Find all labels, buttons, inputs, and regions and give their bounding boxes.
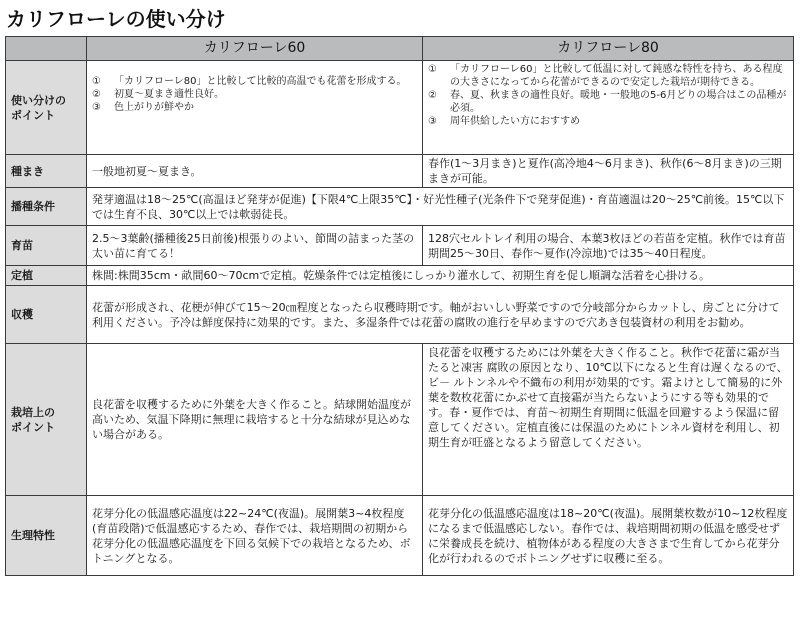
row-sowing [6, 155, 794, 188]
row-physiology [6, 496, 794, 576]
row-nursery [6, 226, 794, 266]
row-label-harvest: 収穫 [6, 286, 87, 344]
points-80-cell [423, 61, 794, 155]
row-label-physiology: 生理特性 [6, 496, 87, 576]
physiology-60: 花芽分化の低温感応温度は22~24℃(夜温)。展開葉3~4枚程度(育苗段階)で低温感応するため、春作では、栽培期間の初期から花芽分化の低温感応温度を下回る気候下での栽培となるため、ボトニングとなる。 [87, 496, 423, 576]
row-planting [6, 266, 794, 286]
row-label-cultivation: 栽培上の ポイント [6, 344, 87, 496]
row-label-sowing: 種まき [6, 155, 87, 188]
row-points [6, 61, 794, 155]
cultivation-80: 良花蕾を収穫するためには外葉を大きく作ること。秋作で花蕾に霜が当たると凍害 腐敗の原因となり、10℃以下になると生育は遅くなるので、ビ－ ルトンネルや不織布の利用が効果的です。霜よけとして簡易的に外葉を数枚花蕾にかぶせて直接霜が当たらないようにする等も効果的です。春・夏作では、育苗～初期生育期間に低温を回避するよう保温に留意してください。定植直後には保温のためにトンネル資材を利用し、初期生育が旺盛となるよう留意してください。 [423, 344, 794, 496]
sowing-60: 一般地初夏～夏まき。 [87, 155, 423, 188]
seeding-text: 発芽適温は18～25℃(高温ほど発芽が促進)【下限4℃上限35℃】・好光性種子(光条件下で発芽促進)・育苗適温は20～25℃前後。15℃以下では生育不良、30℃以上では軟弱徒長。 [87, 188, 794, 226]
list-item: ② 春、夏、秋まきの適性良好。暖地・一般地の5-6月どりの場合はこの品種が必須。 [428, 90, 787, 114]
row-seeding [6, 188, 794, 226]
points-60-list [92, 75, 417, 114]
planting-text: 株間:株間35cm・畝間60～70cmで定植。乾燥条件では定植後にしっかり灌水して、初期生育を促し順調な活着を心掛ける。 [87, 266, 794, 286]
harvest-text: 花蕾が形成され、花梗が伸びて15～20㎝程度となったら収穫時期です。軸がおいしい野菜ですので分岐部分からカットし、房ごとに分けて利用ください。予冷は鮮度保持に効果的です。また、多湿条件では花蕾の腐敗の進行を早めますので穴あき包装資材の利用をお勧め。 [87, 286, 794, 344]
header-cauliflore-60: カリフローレ60 [87, 37, 423, 61]
page-title: カリフローレの使い分け [6, 7, 226, 31]
row-label-points: 使い分けの ポイント [6, 61, 87, 155]
points-60-cell [87, 61, 423, 155]
nursery-80: 128穴セルトレイ利用の場合、本葉3枚ほどの若苗を定植。秋作では育苗期間25～30日、春作～夏作(冷涼地)では35～40日程度。 [423, 226, 794, 266]
header-corner [6, 37, 87, 61]
list-item: ③ 周年供給したい方におすすめ [428, 116, 581, 127]
header-row [6, 37, 794, 61]
header-cauliflore-80: カリフローレ80 [423, 37, 794, 61]
list-item: ③ 色上がりが鮮やか [92, 102, 194, 113]
row-harvest [6, 286, 794, 344]
row-cultivation [6, 344, 794, 496]
cultivation-60: 良花蕾を収穫するために外葉を大きく作ること。結球開始温度が高いため、気温下降期に無理に栽培すると十分な結球が見込めない場合がある。 [87, 344, 423, 496]
nursery-60: 2.5～3葉齢(播種後25日前後)根張りのよい、節間の詰まった茎の太い苗に育てる！ [87, 226, 423, 266]
row-label-seeding: 播種条件 [6, 188, 87, 226]
row-label-planting: 定植 [6, 266, 87, 286]
points-80-list [428, 63, 788, 128]
sowing-80: 春作(1～3月まき)と夏作(高冷地4～6月まき)、秋作(6～8月まき)の三期まきが可能。 [423, 155, 794, 188]
list-item: ② 初夏～夏まき適性良好。 [92, 89, 224, 100]
comparison-table [5, 36, 794, 576]
list-item: ① 「カリフローレ80」と比較して比較的高温でも花蕾を形成する。 [92, 76, 407, 87]
physiology-80: 花芽分化の低温感応温度は18~20℃(夜温)。展開葉枚数が10~12枚程度になるまで低温感応しない。春作では、栽培期間初期の低温を感受せずに栄養成長を続け、植物体がある程度の大きさまで生育してから花芽分化が行われるのでボトニングせずに収穫に至る。 [423, 496, 794, 576]
row-label-nursery: 育苗 [6, 226, 87, 266]
list-item: ① 「カリフローレ60」と比較して低温に対して鈍感な特性を持ち、ある程度の大きさになってから花蕾ができるので安定した栽培が期待できる。 [428, 64, 783, 88]
